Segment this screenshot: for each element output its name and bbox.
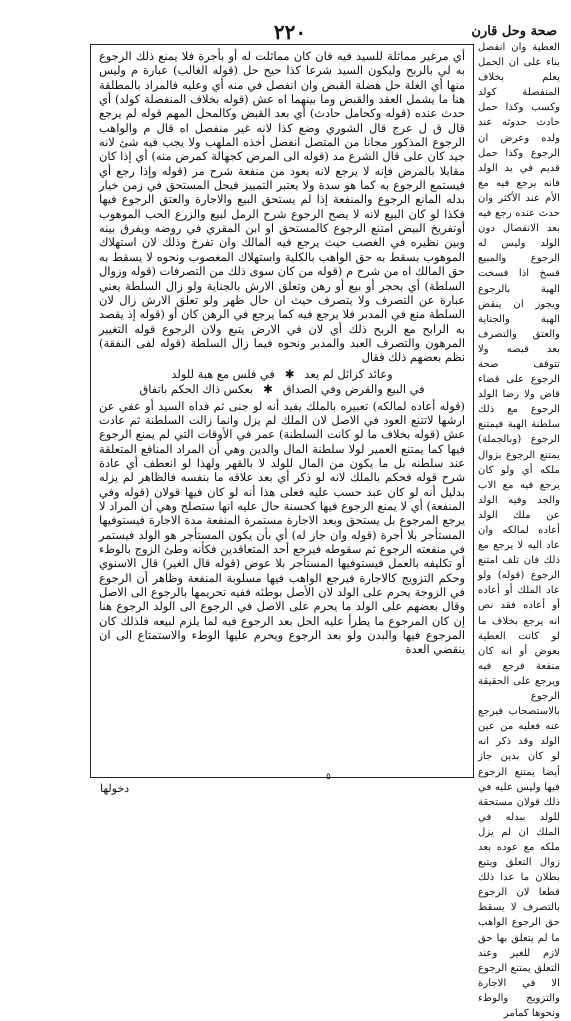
verse-line (99, 382, 465, 397)
footer-mark: ٥ (326, 772, 331, 782)
margin-text: العطية وان انفصل بناء على ان الحمل يعلم بخلاف المنفصلة كولد وكسب وكذا حمل حادث حدوثه عند ولده وعرض ان الرجوع وكذا حمل قديم في يد الولد فانه يرجع فيه مع الأم عند الأكثر وان حدث عنده رجع فيه بعد الانفصال دون الولد وليس له الرجوع والمبيع فسخ اذا فسخت الهبة بالرجوع ويجوز ان ينقض الهبة والجناية والعتق والتصرف بعد قبضه ولا تتوقف صحة الرجوع على قضاء قاض ولا رضا الولد الرجوع مع ذلك سلطنة الهبة فيمتنع الرجوع (وبالجملة) يمتنع الرجوع بزوال ملكه أي ولو كان يرجع فيه مع الاب والجد وفيه الولد عن ملك الولد أعاده لمالكه وان عاد اليه لا يرجع مع ذلك فان تلف امتنع الرجوع (قوله) ولو عاد الملك أو أعاده أو أعاده فقد نص انه يرجع بخلاف ما لو كانت العطية بعوض أو انه كان منفعة فرجع فيه ويرجع على الحقيقة الرجوع بالاستصحاب فيرجع عنه فعليه من عين الولد وقد ذكر انه لو كان بدين جاز أيضا يمتنع الرجوع فيها وليس عليه في ذلك قولان مستحقة للولد ببدله في الملك ان لم يزل ملكه مع عوده بعد زوال التعلق ويتبع بطلان ما عدا ذلك قطعا لان الرجوع بالتصرف لا يسقط حق الرجوع الواهب ما لم يتعلق بها حق لازم للغير وعند التعلق يمتنع الرجوع الا في الاجارة والتزويج والوطء ونحوها كمامر (478, 42, 560, 1019)
verse-separator: ✱ (263, 381, 273, 396)
verse-line (99, 367, 465, 382)
verse-hemistich: وعائد كزائل لم يعد (304, 366, 393, 381)
commentary-text-block-2: (قوله أعاده لمالكه) تعبيره بالملك يفيد أنه لو جنى ثم فداه السيد أو عفي عن ارشها لاتتنع العود في الاصل لان الملك لم يزل وانما زالت السلطنة ثم عادت عش (قوله بخلاف ما لو كانت السلطنة) عمر في الأوقات التي لم يمنع الرجوع فيها كما يمتنع العمير لولا سلطنة المال والدين وهي أن المراد المنافع المتعلقة عند سلطنه بل ما يكون من المال للولد لا بالقهر ولهذا لو انعطف أي عادة شرح قوله فحكم بالملك لانه لو ذكر أي بعد علاقه ما بنفسه فالظاهر لم يزله بدليل أنه لو كان عبد حسب عليه فعلى هذا أنه لو كان فيها قولان (قوله وفي المنفعة) أي لا يمنع الرجوع فيها كحسنة حال عليه انها ستصلح وهي أن المراد لا يرجع المرجوع بل يستحق وبعد الاجارة مستمرة المنفعة مدة الاجارة فيستوفيها المستأجر بلا أجرة (قوله وان جاز له) أي بأن يكون المستأجر هو الولد فيستمر في منفعته الرجوع ثم سقوطه فيرجع أحد المتعاقدين فكأنه وطئ الزوج بالوطء أو تكليفه بالعمل فيستوفيها المستأجر بلا عوض (قوله قال الغير) قال الاسنوي وحكم التزويج كالاجارة فيرجع الواهب فيها مسلوبة المنفعة وظاهر أن الرجوع في الزوجة يحرم على الولد لان الأصل بوطئه ففيه تحريمها بالرجوع الى الاصل وقال بعضهم على الولد ما يحرم على الاصل في الرجوع الى الولد الرجوع هنا إن كان المرجوع ما يطرأ عليه الحل بعد الرجوع فيه لما يلزم لبيعه فلذلك كان المرجوع فيها والبدن ولو بعد الرجوع ويحرم عليها الوطء والاستمتاع الى ان ينقضي العدة (99, 398, 465, 657)
commentary-text-block-1: أي مرغير مماثلة للسيد فيه فان كان مماثلت له أو بأجرة فلا يمنع ذلك الرجوع به لي بالربح وليكون السيد شرعا كذا حيح حل (قوله الغالب) عبارة م وليس منها أي الغلة حل هضلة القبض وان انفصل في منه أي وعليه فالمراد بالمطلقة هنا ما يشمل العقد والقبض وما بينهما اه عش (قوله بخلاف المنفصلة كولد) أي حدث عنده (قوله وكحامل حادث) أي بعد القبض وكالمحل المهم قوله لم يرجع قال ق ل عرج قال الشوري وضع كذا لانه غير منفصل اه قال م والواهب الرجوع المذكور مجانا من المتصل انفصل أخذه الملهب ولا يجب فيه شئ لانه جيد كان على قال الشرع مد (قوله الى المرض كجهالة كمرض منه) أي إذا كان مقابلا بالمرض فإنه لا يرجع لانه يعود من منفعة شرح مر (قوله وإذا رجع أي فيستمع الرجوع به كما هو سدة ولا يعتبر التمييز فيحل المستحق في زمن خيار بدله المانع الرجوع والمنفعة إذا لم يستحق البيع والاجارة والعتق الرجوع فيها فكذا لو كان البيع لانه لا يصح الرجوع شرح الرمل لبيع والزرع الحب الموهوب أوتفريخ البيض امتنع الرجوع كالمستحق او ابن المقري في روضه ويفرق بينه وبين نظيره في الغصب حيث يرجع فيه المالك وان تفرخ وذلك لان استهلاك الموهوب بسقط به حق الواهب بالكلية واستهلاك المغصوب ونحوه لا يسقط به حق المالك اه من شرح م (قوله من كان سوى ذلك من التصرفات (قوله وزوال السلطة) أي بحجر أو بيع أو رهن وتعلق الارش بالجناية ولو زال السلطة يعني عبارة عن التصرف ولا يتصرف حيث ان حال ظهر ولو تعلق الارش زال لان السلطة منع في المدبر فلا يرجع فيه كما يرجع في الرهن كان أو (قوله إذ يقصد به الرابح مع الربح ذلك أي لان في الارض يتبع ولان الرجوع قوله التغيير المرهون والتصرف العبد والمدبر ونحوه فيما زال السلطة (قوله لفى النفقة) نظم بعضهم ذلك فقال (99, 49, 465, 365)
verse-hemistich: بعكس ذاك الحكم باتفاق (139, 381, 254, 396)
catchword: دخولها (100, 782, 130, 795)
commentary-box (90, 44, 474, 778)
verse-separator: ✱ (284, 366, 295, 381)
verse-block (99, 367, 465, 397)
verse-hemistich: في البيع والقرض وفي الصداق (282, 381, 425, 396)
verse-hemistich: في فلس مع هبة للولد (171, 366, 275, 381)
page-number: ٢٢٠ (273, 20, 307, 44)
running-title: صحة وحل قارن (471, 24, 557, 39)
outer-margin-text-column (478, 40, 560, 1019)
